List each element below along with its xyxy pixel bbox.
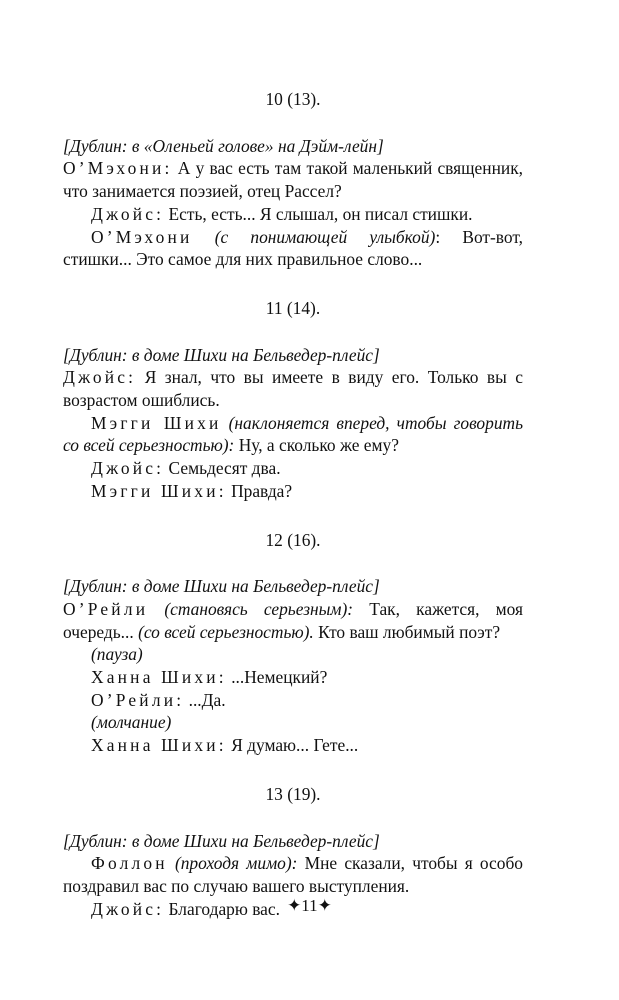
line-text: : Вот-вот, стишки... Это самое для них правильное слово... bbox=[63, 226, 524, 270]
line-text: Благодарю вас. bbox=[164, 898, 280, 919]
stage-direction: (становясь серьезным): bbox=[148, 598, 354, 619]
scene-setting: [Дублин: в доме Шихи на Бельведер-плейс] bbox=[63, 830, 380, 851]
dialogue-line bbox=[63, 412, 523, 457]
dialogue-line bbox=[63, 480, 523, 503]
speaker-name: Джойс: bbox=[91, 203, 165, 224]
scene-section bbox=[63, 529, 523, 757]
stage-direction: (со всей серьезностью). bbox=[138, 621, 314, 642]
stage-direction: (с понимающей улыбкой) bbox=[192, 226, 436, 247]
scene-setting: [Дублин: в доме Шихи на Бельведер-плейс] bbox=[63, 576, 380, 597]
scene-heading: 13 (19). bbox=[265, 783, 321, 804]
dialogue-line bbox=[63, 157, 523, 202]
scene-heading: 11 (14). bbox=[265, 297, 321, 318]
speaker-name: Ханна Шихи: bbox=[91, 735, 227, 756]
speaker-name: О’Мэхони bbox=[91, 226, 193, 247]
line-text: Мне сказали, чтобы я особо поздравил вас по случаю вашего выступления. bbox=[63, 853, 523, 896]
line-text: А у вас есть там такой маленький священник, что занимается поэзией, отец Рассел? bbox=[63, 158, 523, 202]
dialogue-line bbox=[63, 666, 523, 689]
dialogue-line bbox=[63, 457, 523, 480]
speaker-name: О’Мэхони: bbox=[63, 158, 173, 179]
speaker-name: Джойс: bbox=[91, 898, 165, 919]
scene-heading: 10 (13). bbox=[265, 89, 321, 109]
dialogue-line bbox=[63, 598, 523, 643]
scene-section bbox=[63, 88, 523, 271]
stage-direction: (проходя мимо): bbox=[167, 853, 298, 874]
line-text: Ну, а сколько же ему? bbox=[234, 435, 399, 456]
speaker-name: О’Рейли: bbox=[91, 689, 185, 710]
line-text: Кто ваш любимый поэт? bbox=[313, 621, 501, 642]
line-text: Я знал, что вы имеете в виду его. Только вы с возрастом ошиблись. bbox=[63, 367, 523, 411]
dialogue-line bbox=[63, 711, 523, 734]
line-text: Есть, есть... Я слышал, он писал стишки. bbox=[164, 203, 473, 224]
stage-direction: (молчание) bbox=[91, 712, 172, 733]
speaker-name: Джойс: bbox=[91, 458, 165, 479]
scene-section bbox=[63, 297, 523, 503]
page-number: ✦11✦ bbox=[287, 896, 332, 915]
scene-setting: [Дублин: в «Оленьей голове» на Дэйм-лейн] bbox=[63, 135, 384, 156]
dialogue-line bbox=[63, 734, 523, 757]
speaker-name: Мэгги Шихи: bbox=[91, 480, 227, 501]
stage-direction: (пауза) bbox=[91, 644, 143, 665]
dialogue-line bbox=[63, 689, 523, 712]
speaker-name: Ханна Шихи: bbox=[91, 667, 227, 688]
line-text: Я думаю... Гете... bbox=[226, 735, 359, 756]
line-text: Правда? bbox=[226, 480, 293, 501]
stage-direction: (наклоняется вперед, чтобы говорить со всей серьезностью): bbox=[63, 412, 523, 456]
speaker-name: Фоллон bbox=[91, 853, 168, 874]
dialogue-line bbox=[63, 852, 523, 897]
dialogue-line bbox=[63, 366, 523, 411]
speaker-name: Мэгги Шихи bbox=[91, 412, 222, 433]
line-text: ...Да. bbox=[184, 689, 226, 710]
dialogue-line bbox=[63, 226, 523, 271]
line-text: ...Немецкий? bbox=[226, 667, 328, 688]
scene-setting: [Дублин: в доме Шихи на Бельведер-плейс] bbox=[63, 344, 380, 365]
dialogue-line bbox=[63, 643, 523, 666]
speaker-name: Джойс: bbox=[63, 367, 137, 388]
page-body bbox=[63, 88, 523, 920]
speaker-name: О’Рейли bbox=[63, 598, 149, 619]
dialogue-line bbox=[63, 203, 523, 226]
scene-heading: 12 (16). bbox=[265, 529, 321, 550]
line-text: Семьдесят два. bbox=[164, 458, 281, 479]
line-text: Так, кажется, моя очередь... bbox=[63, 598, 524, 642]
